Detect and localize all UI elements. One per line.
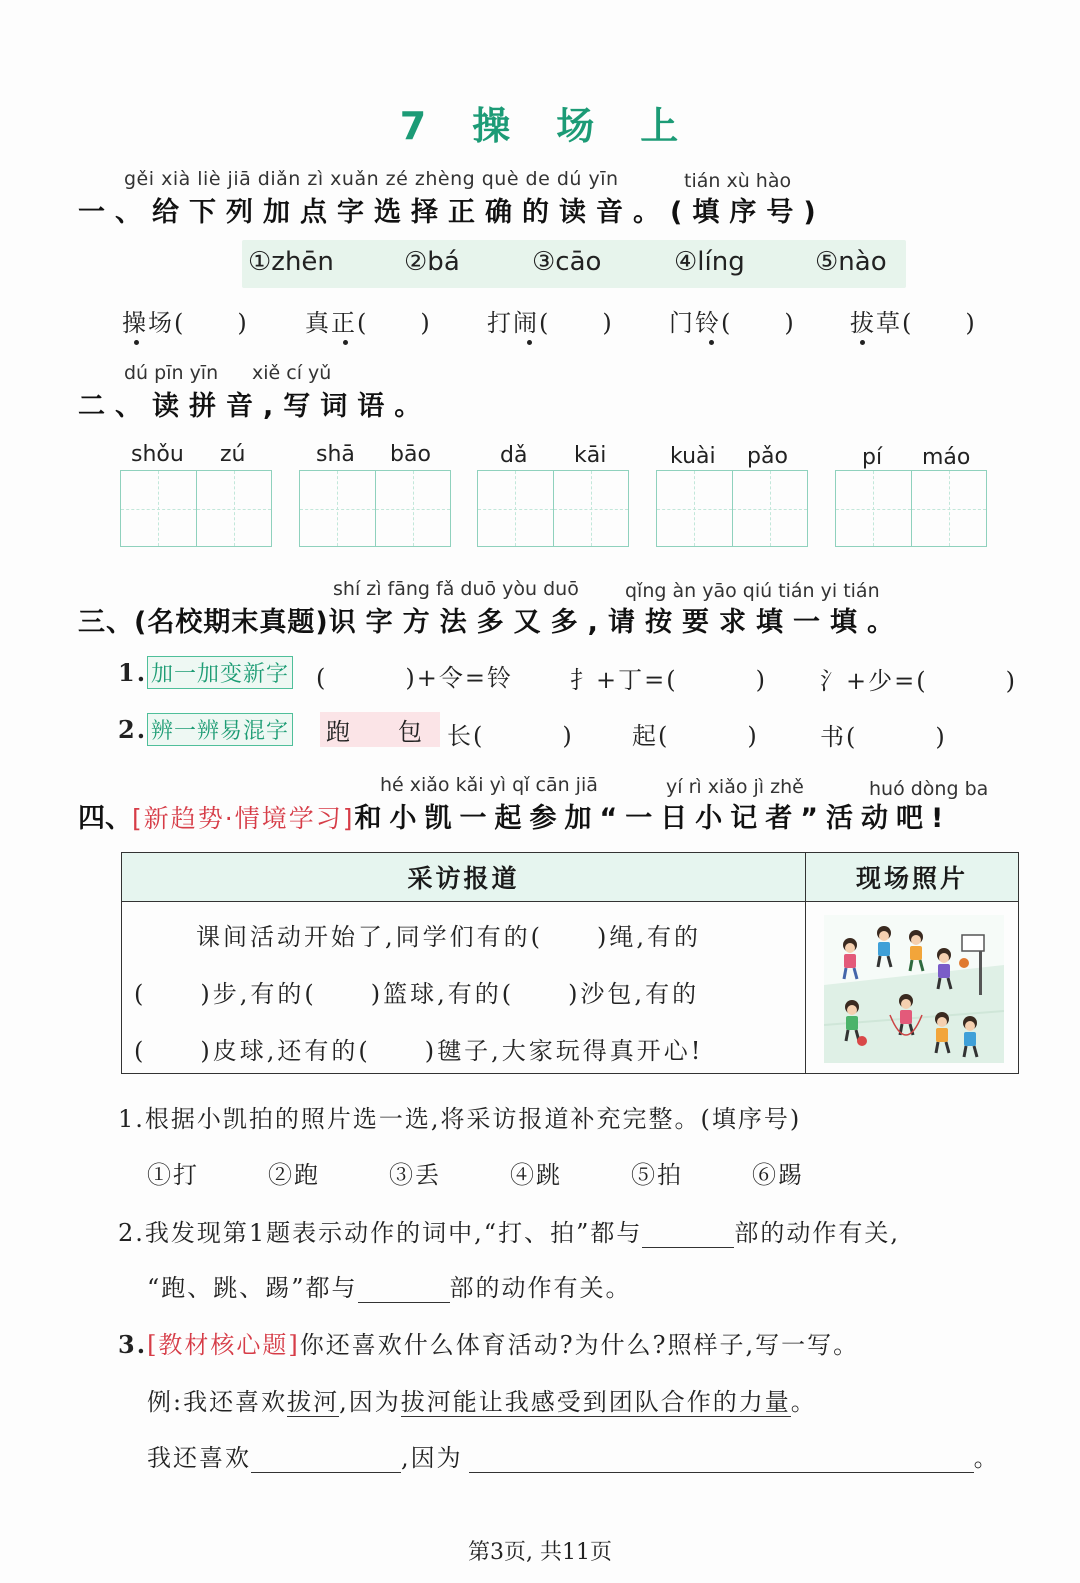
s4-heading-text: 和小凯一起参加“一日小记者”活动吧! bbox=[354, 803, 952, 834]
option-1: ①zhēn bbox=[248, 247, 334, 277]
report-line-1[interactable]: 课间活动开始了,同学们有的( )绳,有的 bbox=[196, 923, 701, 951]
s3-heading-text: 识字方法多又多,请按要求填一填。 bbox=[328, 607, 904, 638]
s1-pinyin: gěi xià liè jiā diǎn zì xuǎn zé zhèng què de dú yīn bbox=[124, 168, 619, 190]
highlight-chars: 跑 包 bbox=[320, 712, 440, 747]
word-3[interactable]: 打闹( ) bbox=[487, 309, 614, 337]
s2-pinyin-2: xiě cí yǔ bbox=[252, 362, 332, 384]
s3-q2-chars bbox=[320, 712, 440, 747]
word-2[interactable]: 真正( ) bbox=[305, 309, 432, 337]
word-1[interactable]: 操场( ) bbox=[122, 309, 249, 337]
q2-blank-2[interactable] bbox=[358, 1274, 450, 1303]
answer-c: 。 bbox=[973, 1444, 1000, 1472]
option-4: ④líng bbox=[674, 247, 745, 277]
option-5: ⑤nào bbox=[815, 247, 887, 277]
pinyin-syllable: pǎo bbox=[747, 444, 788, 469]
example-a: 例:我还喜欢 bbox=[147, 1388, 288, 1416]
tag-label: 辨一辨易混字 bbox=[147, 713, 293, 746]
pinyin-syllable: shā bbox=[316, 442, 355, 467]
page-footer: 第3页, 共11页 bbox=[468, 1540, 612, 1565]
q3-tag: [教材核心题] bbox=[147, 1331, 300, 1359]
pinyin-syllable: dǎ bbox=[500, 443, 528, 468]
lesson-title bbox=[0, 95, 1080, 150]
q2-text-d: 部的动作有关。 bbox=[449, 1274, 632, 1302]
pinyin-syllable: pí bbox=[862, 445, 883, 470]
s4-heading bbox=[78, 796, 951, 835]
option-2: ②bá bbox=[404, 247, 460, 277]
s3-q1-c[interactable]: 氵+少=( ) bbox=[820, 667, 1017, 695]
writing-grid-5[interactable] bbox=[835, 470, 987, 547]
option-3: ③cāo bbox=[532, 247, 602, 277]
s1-heading: 一、给下列加点字选择正确的读音。(填序号) bbox=[78, 197, 826, 228]
s3-pinyin-2: qǐng àn yāo qiú tián yi tián bbox=[625, 580, 880, 602]
s4-heading-tag: [新趋势·情境学习] bbox=[132, 804, 355, 833]
s3-heading bbox=[78, 600, 904, 639]
s2-pinyin: dú pīn yīn bbox=[124, 362, 219, 384]
emphasis-dot bbox=[343, 340, 348, 345]
s3-pinyin: shí zì fāng fǎ duō yòu duō bbox=[333, 578, 579, 600]
emphasis-dot bbox=[527, 340, 532, 345]
writing-grid-3[interactable] bbox=[477, 470, 629, 547]
q1-option-2: ②跑 bbox=[268, 1161, 320, 1189]
writing-grid-2[interactable] bbox=[299, 470, 451, 547]
writing-grid-1[interactable] bbox=[120, 470, 272, 547]
ball-icon bbox=[857, 1036, 867, 1046]
s3-q2-a[interactable]: 长( ) bbox=[447, 722, 574, 750]
s4-pinyin-3: huó dòng ba bbox=[869, 778, 989, 800]
report-line-3[interactable]: ( )皮球,还有的( )毽子,大家玩得真开心! bbox=[134, 1037, 704, 1065]
q3-number: 3. bbox=[118, 1330, 148, 1359]
answer-blank-2[interactable] bbox=[469, 1442, 974, 1473]
s1-pinyin-2: tián xù hào bbox=[684, 170, 792, 192]
pinyin-syllable: bāo bbox=[390, 442, 431, 467]
photo-header: 现场照片 bbox=[806, 853, 1019, 902]
lesson-title-char: 上 bbox=[640, 104, 681, 148]
s3-q2-b[interactable]: 起( ) bbox=[632, 722, 759, 750]
pinyin-syllable: kāi bbox=[574, 443, 607, 468]
example-sentence bbox=[147, 1382, 817, 1417]
q1-option-5: ⑤拍 bbox=[631, 1161, 683, 1189]
s4-q2-line1 bbox=[118, 1213, 900, 1248]
emphasis-dot bbox=[860, 340, 865, 345]
lesson-title-char: 操 bbox=[472, 104, 513, 148]
basketball-icon bbox=[959, 958, 969, 968]
s3-q1-tag bbox=[147, 656, 293, 689]
s3-q1-a[interactable]: ( )+令=铃 bbox=[316, 664, 513, 692]
pinyin-syllable: kuài bbox=[670, 444, 716, 469]
tag-label: 加一加变新字 bbox=[147, 656, 293, 689]
s4-heading-num: 四、 bbox=[78, 803, 132, 834]
s3-q1-number: 1. bbox=[118, 658, 148, 687]
lesson-number: 7 bbox=[399, 104, 429, 148]
example-b: 拔河 bbox=[287, 1388, 340, 1416]
s2-heading: 二、读拼音,写词语。 bbox=[78, 391, 432, 422]
s4-q3 bbox=[118, 1325, 859, 1360]
answer-sentence bbox=[147, 1438, 1000, 1473]
report-line-2[interactable]: ( )步,有的( )篮球,有的( )沙包,有的 bbox=[134, 980, 700, 1008]
q2-text-b: 部的动作有关, bbox=[734, 1219, 900, 1247]
pinyin-syllable: máo bbox=[922, 445, 971, 470]
s4-pinyin: hé xiǎo kǎi yì qǐ cān jiā bbox=[380, 774, 598, 796]
q3-text: 你还喜欢什么体育活动?为什么?照样子,写一写。 bbox=[299, 1331, 860, 1359]
answer-b: ,因为 bbox=[401, 1444, 463, 1472]
s3-heading-source: 三、(名校期末真题) bbox=[78, 607, 329, 638]
q1-option-3: ③丢 bbox=[389, 1161, 441, 1189]
playground-photo bbox=[824, 915, 1004, 1063]
s4-q2-line2 bbox=[147, 1268, 632, 1303]
s4-pinyin-2: yí rì xiǎo jì zhě bbox=[666, 776, 804, 798]
s3-q2-c[interactable]: 书( ) bbox=[820, 723, 947, 751]
report-header: 采访报道 bbox=[122, 853, 806, 902]
s4-q1: 1.根据小凯拍的照片选一选,将采访报道补充完整。(填序号) bbox=[118, 1105, 802, 1133]
q2-text-c: “跑、跳、踢”都与 bbox=[147, 1274, 358, 1302]
pinyin-syllable: shǒu bbox=[131, 442, 184, 467]
emphasis-dot bbox=[709, 340, 714, 345]
word-4[interactable]: 门铃( ) bbox=[669, 309, 796, 337]
answer-blank-1[interactable] bbox=[251, 1442, 401, 1473]
q2-text-a: 2.我发现第1题表示动作的词中,“打、拍”都与 bbox=[118, 1219, 643, 1247]
pinyin-syllable: zú bbox=[220, 442, 246, 467]
example-e: 。 bbox=[790, 1388, 817, 1416]
s3-q2-number: 2. bbox=[118, 715, 148, 744]
q1-option-6: ⑥踢 bbox=[752, 1161, 804, 1189]
q1-option-4: ④跳 bbox=[510, 1161, 562, 1189]
q2-blank-1[interactable] bbox=[642, 1219, 734, 1248]
word-5[interactable]: 拔草( ) bbox=[850, 309, 977, 337]
lesson-title-char: 场 bbox=[556, 104, 597, 148]
s3-q1-b[interactable]: 扌+丁=( ) bbox=[570, 666, 767, 694]
writing-grid-4[interactable] bbox=[656, 470, 808, 547]
emphasis-dot bbox=[134, 340, 139, 345]
example-c: ,因为 bbox=[339, 1388, 401, 1416]
s3-q2-tag bbox=[147, 713, 293, 746]
answer-a: 我还喜欢 bbox=[147, 1444, 251, 1472]
q1-option-1: ①打 bbox=[147, 1161, 199, 1189]
example-d: 拔河能让我感受到团队合作的力量 bbox=[400, 1388, 791, 1416]
